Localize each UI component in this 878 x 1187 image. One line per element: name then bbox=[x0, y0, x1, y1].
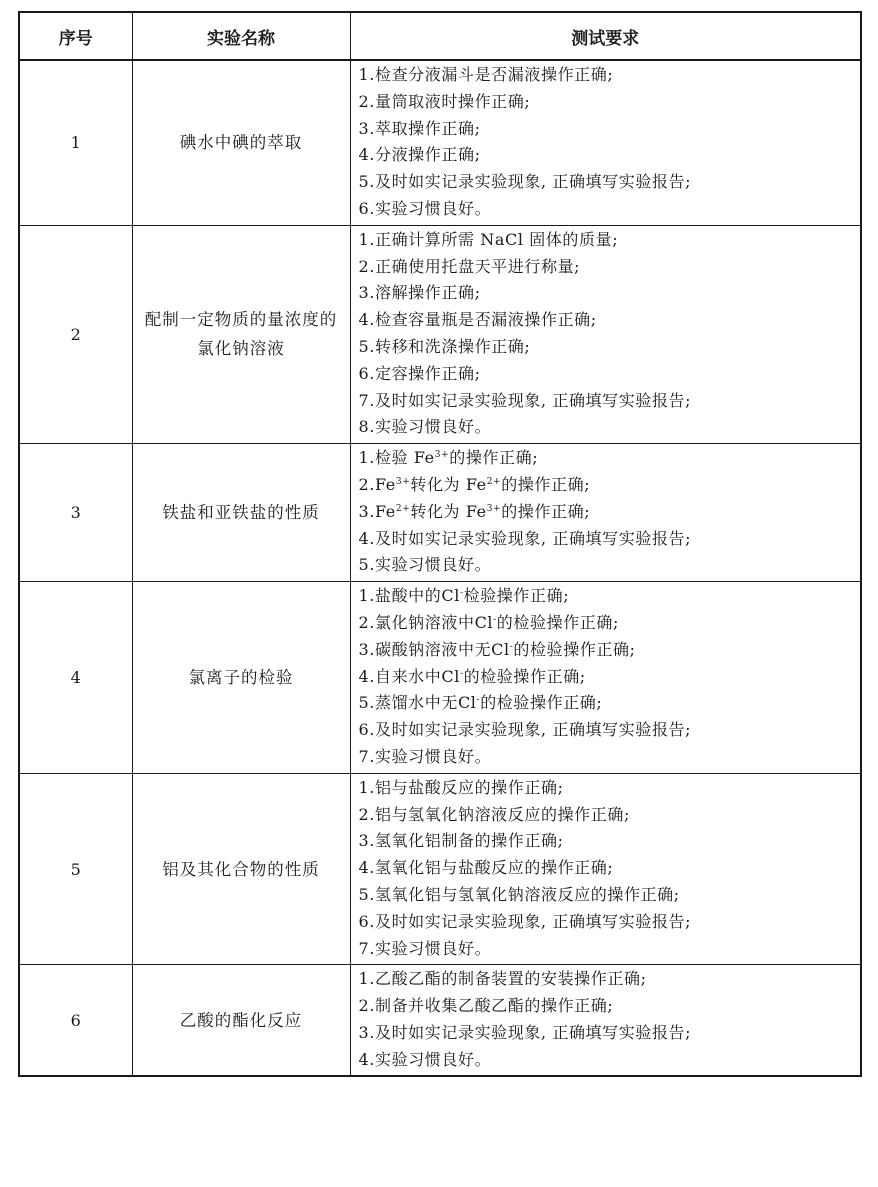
row-number: 4 bbox=[19, 582, 132, 774]
ion-charge: - bbox=[509, 641, 514, 652]
ion-charge: - bbox=[493, 614, 497, 625]
table-row bbox=[19, 582, 861, 774]
requirement-item: 6.定容操作正确; bbox=[358, 363, 481, 383]
ion-charge: - bbox=[459, 668, 464, 679]
requirement-item: 3.碳酸钠溶液中无Cl-的检验操作正确; bbox=[358, 639, 636, 659]
requirement-item: 4.氢氧化铝与盐酸反应的操作正确; bbox=[358, 858, 614, 878]
requirement-item: 6.及时如实记录实验现象, 正确填写实验报告; bbox=[358, 720, 692, 740]
requirement-item: 3.氢氧化铝制备的操作正确; bbox=[358, 831, 564, 851]
requirement-item: 2.铝与氢氧化钠溶液反应的操作正确; bbox=[358, 804, 630, 824]
table-body bbox=[19, 60, 861, 1076]
requirement-item: 3.萃取操作正确; bbox=[358, 118, 481, 138]
requirement-item: 7.实验习惯良好。 bbox=[358, 746, 492, 766]
requirement-item: 4.分液操作正确; bbox=[358, 145, 481, 165]
row-number: 6 bbox=[19, 965, 132, 1077]
requirement-list bbox=[350, 582, 861, 774]
experiment-name: 氯离子的检验 bbox=[132, 582, 350, 774]
requirement-item: 1.铝与盐酸反应的操作正确; bbox=[358, 777, 564, 797]
requirement-list bbox=[350, 965, 861, 1077]
requirement-item: 3.及时如实记录实验现象, 正确填写实验报告; bbox=[358, 1022, 692, 1042]
ion-charge: 3+ bbox=[486, 503, 502, 514]
header-name: 实验名称 bbox=[132, 12, 350, 60]
header-requirement: 测试要求 bbox=[350, 12, 861, 60]
table-row bbox=[19, 444, 861, 582]
table-row bbox=[19, 965, 861, 1077]
table-row bbox=[19, 773, 861, 965]
experiment-name: 碘水中碘的萃取 bbox=[132, 60, 350, 225]
requirement-item: 1.检查分液漏斗是否漏液操作正确; bbox=[358, 65, 614, 84]
requirement-item: 6.及时如实记录实验现象, 正确填写实验报告; bbox=[358, 911, 692, 931]
requirement-item: 4.自来水中Cl-的检验操作正确; bbox=[358, 666, 586, 686]
requirement-item: 1.乙酸乙酯的制备装置的安装操作正确; bbox=[358, 969, 647, 989]
experiment-name: 配制一定物质的量浓度的氯化钠溶液 bbox=[132, 225, 350, 443]
requirement-item: 1.检验 $Fe^{3+}$的操作正确; bbox=[358, 448, 539, 468]
requirement-item: 5.氢氧化铝与氢氧化钠溶液反应的操作正确; bbox=[358, 884, 680, 904]
ion-charge: 3+ bbox=[395, 476, 411, 487]
requirement-item: 5.蒸馏水中无Cl-的检验操作正确; bbox=[358, 693, 603, 713]
requirement-item: 2.氯化钠溶液中Cl-的检验操作正确; bbox=[358, 612, 619, 632]
requirement-item: 2.正确使用托盘天平进行称量; bbox=[358, 256, 581, 276]
requirement-item: 2.量筒取液时操作正确; bbox=[358, 91, 531, 111]
experiment-table bbox=[18, 11, 862, 1077]
requirement-item: 1.正确计算所需 NaCl 固体的质量; bbox=[358, 229, 619, 249]
table-row bbox=[19, 225, 861, 443]
requirement-item: $3.Fe^{2+}$转化为 $Fe^{3+}$的操作正确; bbox=[358, 501, 591, 521]
requirement-list bbox=[350, 773, 861, 965]
requirement-item: 6.实验习惯良好。 bbox=[358, 198, 492, 218]
requirement-list bbox=[350, 225, 861, 443]
requirement-item: 4.及时如实记录实验现象, 正确填写实验报告; bbox=[358, 528, 692, 548]
requirement-list bbox=[350, 444, 861, 582]
requirement-item: 2.制备并收集乙酸乙酯的操作正确; bbox=[358, 996, 614, 1016]
experiment-name: 铝及其化合物的性质 bbox=[132, 773, 350, 965]
requirement-item: 4.实验习惯良好。 bbox=[358, 1049, 492, 1069]
ion-charge: - bbox=[476, 695, 481, 706]
requirement-item: 7.实验习惯良好。 bbox=[358, 938, 492, 958]
requirement-item: 5.及时如实记录实验现象, 正确填写实验报告; bbox=[358, 172, 692, 192]
experiment-table-container bbox=[18, 11, 860, 1077]
row-number: 1 bbox=[19, 60, 132, 225]
requirement-item: 8.实验习惯良好。 bbox=[358, 417, 492, 437]
ion-charge: 3+ bbox=[434, 450, 450, 461]
requirement-item: 5.实验习惯良好。 bbox=[358, 555, 492, 575]
requirement-item: 7.及时如实记录实验现象, 正确填写实验报告; bbox=[358, 390, 692, 410]
ion-charge: 2+ bbox=[395, 503, 411, 514]
requirement-item: 4.检查容量瓶是否漏液操作正确; bbox=[358, 310, 597, 330]
experiment-name: 乙酸的酯化反应 bbox=[132, 965, 350, 1077]
row-number: 5 bbox=[19, 773, 132, 965]
requirement-item: 3.溶解操作正确; bbox=[358, 283, 481, 303]
table-header-row bbox=[19, 12, 861, 60]
experiment-name: 铁盐和亚铁盐的性质 bbox=[132, 444, 350, 582]
row-number: 3 bbox=[19, 444, 132, 582]
header-number: 序号 bbox=[19, 12, 132, 60]
ion-charge: - bbox=[459, 588, 464, 599]
requirement-item: $2.Fe^{3+}$转化为 $Fe^{2+}$的操作正确; bbox=[358, 474, 591, 494]
requirement-list bbox=[350, 60, 861, 225]
table-row bbox=[19, 60, 861, 225]
ion-charge: 2+ bbox=[486, 476, 502, 487]
row-number: 2 bbox=[19, 225, 132, 443]
requirement-item: 1.盐酸中的Cl-检验操作正确; bbox=[358, 586, 570, 606]
requirement-item: 5.转移和洗涤操作正确; bbox=[358, 336, 531, 356]
